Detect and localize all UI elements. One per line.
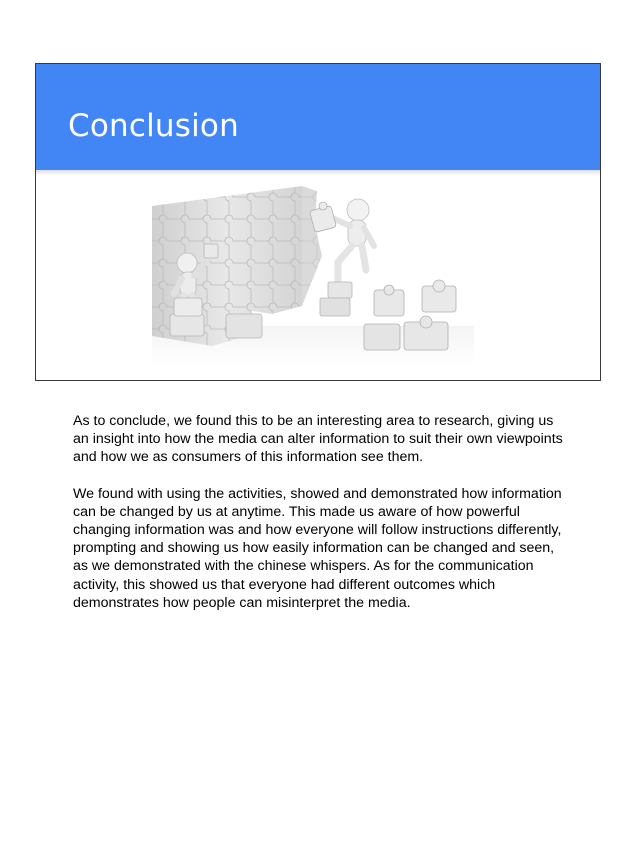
conclusion-text	[73, 412, 573, 630]
right-figure	[310, 199, 374, 282]
header-shadow	[36, 170, 600, 175]
puzzle-wall-illustration	[152, 186, 474, 366]
slide-title: Conclusion	[68, 108, 239, 144]
paragraph-2: We found with using the activities, showed and demonstrated how information can be changed by us at anytime. This made us aware of how powerful changing information was and how everyone will follow instructions differently, prompting and showing us how easily information can be changed and seen, as we demonstrated with the chinese whispers. As for the communication activity, this showed us that everyone had different outcomes which demonstrates how people can misinterpret the media.	[73, 485, 562, 611]
slide-frame	[35, 63, 601, 381]
puzzle-wall-image	[152, 186, 474, 366]
slide-header-bar	[36, 64, 600, 170]
paragraph-1: As to conclude, we found this to be an interesting area to research, giving us an insight into how the media can alter information to suit their own viewpoints and how we as consumers of this information see them.	[73, 413, 563, 466]
